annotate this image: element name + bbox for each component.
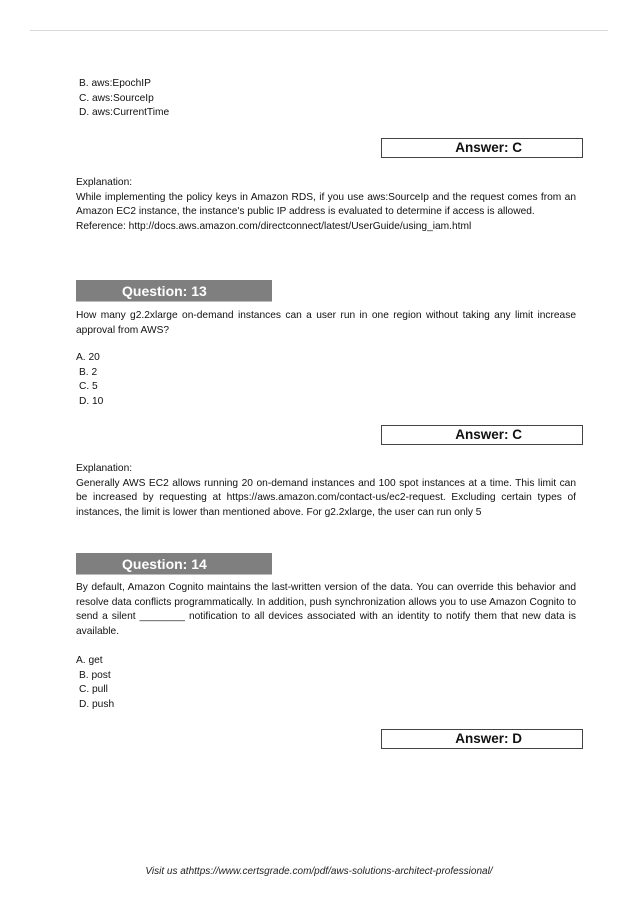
q12-explanation-text: While implementing the policy keys in Amazon RDS, if you use aws:SourceIp and the request comes from an Amazon EC2 instance, the instance's public IP address is evaluated to determine if access is allowed. <box>76 191 576 217</box>
q12-explanation-label: Explanation: <box>76 177 133 188</box>
q12-answer-box: Answer: C <box>381 138 583 158</box>
q13-explanation-text: Generally AWS EC2 allows running 20 on-demand instances and 100 spot instances at a time. This limit can be increased by requesting at https://aws.amazon.com/contact-us/ec2-request. Excluding certain types of instances, the limit is lower than mentioned above. For g2.2xlarge, the user can run only 5 <box>76 477 576 518</box>
q14-option-d: D. push <box>79 698 115 710</box>
q13-question: How many g2.2xlarge on-demand instances can a user run in one region without taking any limit increase approval from AWS? <box>76 310 576 336</box>
q13-explanation <box>76 462 576 520</box>
q13-banner: Question: 13 <box>76 280 272 302</box>
q13-option-c: C. 5 <box>79 381 98 392</box>
q14-option-c: C. pull <box>79 684 108 695</box>
q13-option-b: B. 2 <box>79 366 98 378</box>
q12-options <box>76 77 169 121</box>
q12-option-c: C. aws:SourceIp <box>79 92 154 104</box>
q13-answer-box: Answer: C <box>381 425 583 445</box>
q14-question: By default, Amazon Cognito maintains the last-written version of the data. You can override this behavior and resolve data conflicts programmatically. In addition, push synchronization allows you to use Amazon Cognito to send a silent ________ notification to all devices associated with an identity to notify them that new data is available. <box>76 582 576 637</box>
q13-explanation-label: Explanation: <box>76 463 133 474</box>
q12-reference: Reference: http://docs.aws.amazon.com/directconnect/latest/UserGuide/using_iam.html <box>76 220 472 232</box>
footer-link-text: Visit us athttps://www.certsgrade.com/pdf/aws-solutions-architect-professional/ <box>145 866 493 877</box>
q14-options <box>76 654 114 712</box>
q13-option-d: D. 10 <box>79 395 104 407</box>
top-rule <box>30 30 608 31</box>
q13-options <box>76 351 103 409</box>
q14-option-a: A. get <box>76 655 103 666</box>
q14-answer-box: Answer: D <box>381 729 583 749</box>
q14-banner: Question: 14 <box>76 553 272 575</box>
q12-explanation <box>76 176 576 234</box>
q12-option-b: B. aws:EpochIP <box>79 78 151 89</box>
q14-option-b: B. post <box>79 669 111 681</box>
q12-option-d: D. aws:CurrentTime <box>79 107 170 118</box>
q13-option-a: A. 20 <box>76 352 100 363</box>
